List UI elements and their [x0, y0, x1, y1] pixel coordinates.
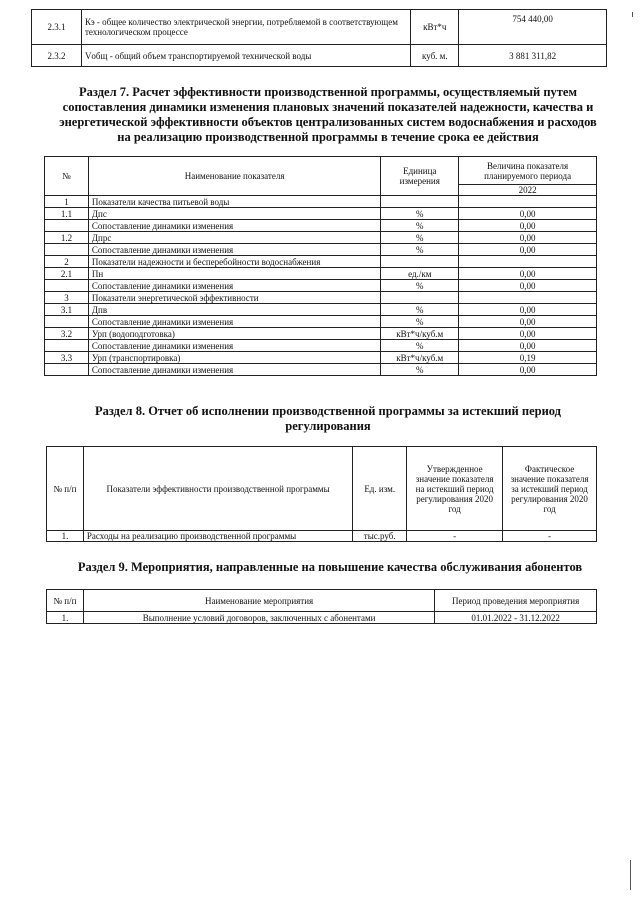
row-unit: % — [381, 304, 459, 316]
table-row — [45, 364, 597, 376]
row-name: Показатели качества питьевой воды — [88, 196, 380, 208]
header-num: № п/п — [47, 590, 84, 612]
header-unit: Единица измерения — [381, 157, 459, 196]
scan-mark — [632, 12, 633, 17]
row-unit: % — [381, 364, 459, 376]
row-unit — [381, 256, 459, 268]
row-unit: % — [381, 244, 459, 256]
row-unit — [381, 292, 459, 304]
table-row — [45, 316, 597, 328]
row-value: 0,00 — [459, 364, 597, 376]
table-row — [45, 256, 597, 268]
row-num: 3.3 — [45, 352, 89, 364]
row-period: 01.01.2022 - 31.12.2022 — [435, 612, 597, 624]
row-name: Дпс — [88, 208, 380, 220]
table-row — [45, 280, 597, 292]
row-name: Показатели энергетической эффективности — [88, 292, 380, 304]
table-row — [45, 292, 597, 304]
row-unit: кВт*ч/куб.м — [381, 328, 459, 340]
row-num — [45, 316, 89, 328]
scan-mark — [630, 860, 631, 890]
row-name: Урп (водоподготовка) — [88, 328, 380, 340]
row-name: Vобщ - общий объем транспортируемой технической воды — [81, 45, 410, 67]
section9-table — [46, 589, 597, 624]
section8-table — [46, 446, 597, 542]
header-name: Показатели эффективности производственной программы — [83, 447, 352, 531]
row-num: 3.2 — [45, 328, 89, 340]
table-row — [45, 220, 597, 232]
row-num: 3 — [45, 292, 89, 304]
table-row — [45, 304, 597, 316]
header-period: Период проведения мероприятия — [435, 590, 597, 612]
row-unit: % — [381, 280, 459, 292]
row-value: 0,00 — [459, 304, 597, 316]
row-unit: куб. м. — [411, 45, 459, 67]
table-row — [45, 352, 597, 364]
header-row — [45, 157, 597, 185]
row-value: 3 881 311,82 — [459, 45, 607, 67]
row-name: Сопоставление динамики изменения — [88, 280, 380, 292]
row-value: 0,19 — [459, 352, 597, 364]
header-name: Наименование показателя — [88, 157, 380, 196]
table-row — [32, 10, 607, 45]
header-value: Величина показателя планируемого периода — [459, 157, 597, 185]
row-value: 0,00 — [459, 316, 597, 328]
header-year: 2022 — [459, 185, 597, 196]
row-unit: кВт*ч — [411, 10, 459, 45]
row-name: Расходы на реализацию производственной программы — [83, 531, 352, 542]
row-value — [459, 196, 597, 208]
row-value — [459, 256, 597, 268]
row-value: 0,00 — [459, 244, 597, 256]
row-name: Дпв — [88, 304, 380, 316]
table-row — [45, 208, 597, 220]
table-row — [32, 45, 607, 67]
row-unit: % — [381, 340, 459, 352]
row-name: Дпрс — [88, 232, 380, 244]
table-row — [47, 612, 597, 624]
header-approved: Утвержденное значение показателя на истекший период регулирования 2020 год — [407, 447, 503, 531]
header-row — [47, 590, 597, 612]
row-value: 0,00 — [459, 268, 597, 280]
section7-table — [44, 156, 597, 376]
row-unit: % — [381, 220, 459, 232]
row-unit: % — [381, 208, 459, 220]
header-num: № п/п — [47, 447, 84, 531]
row-num — [45, 364, 89, 376]
row-num: 3.1 — [45, 304, 89, 316]
row-actual: - — [503, 531, 597, 542]
header-num: № — [45, 157, 89, 196]
row-num: 1 — [45, 196, 89, 208]
header-unit: Ед. изм. — [353, 447, 407, 531]
row-name: Урп (транспортировка) — [88, 352, 380, 364]
row-name: Сопоставление динамики изменения — [88, 220, 380, 232]
table-row — [45, 196, 597, 208]
row-num: 2.3.2 — [32, 45, 82, 67]
row-name: Пн — [88, 268, 380, 280]
table-row — [45, 328, 597, 340]
row-value: 0,00 — [459, 220, 597, 232]
section9-title: Раздел 9. Мероприятия, направленные на повышение качества обслуживания абонентов — [77, 560, 583, 574]
header-actual: Фактическое значение показателя за истекший период регулирования 2020 год — [503, 447, 597, 531]
table-row — [47, 531, 597, 542]
row-value: 0,00 — [459, 328, 597, 340]
row-unit: тыс.руб. — [353, 531, 407, 542]
row-num: 1.1 — [45, 208, 89, 220]
row-value: 0,00 — [459, 280, 597, 292]
row-value: 754 440,00 — [459, 10, 607, 45]
table-row — [45, 244, 597, 256]
row-num — [45, 220, 89, 232]
row-name: Выполнение условий договоров, заключенных с абонентами — [83, 612, 434, 624]
row-num: 2.1 — [45, 268, 89, 280]
header-row — [47, 447, 597, 531]
row-value: 0,00 — [459, 232, 597, 244]
row-value — [459, 292, 597, 304]
row-num — [45, 244, 89, 256]
row-name: Сопоставление динамики изменения — [88, 244, 380, 256]
row-num: 2 — [45, 256, 89, 268]
row-name: Показатели надежности и бесперебойности водоснабжения — [88, 256, 380, 268]
header-name: Наименование мероприятия — [83, 590, 434, 612]
row-num: 1. — [47, 531, 84, 542]
row-name: Кэ - общее количество электрической энергии, потребляемой в соответствующем технологическом процессе — [81, 10, 410, 45]
section8-title: Раздел 8. Отчет об исполнении производственной программы за истекший период регулирования — [95, 404, 561, 433]
row-num: 1. — [47, 612, 84, 624]
section7-body — [45, 196, 597, 376]
row-num: 1.2 — [45, 232, 89, 244]
row-unit: ед./км — [381, 268, 459, 280]
row-unit: % — [381, 232, 459, 244]
table-row — [45, 340, 597, 352]
row-unit — [381, 196, 459, 208]
row-num — [45, 280, 89, 292]
row-name: Сопоставление динамики изменения — [88, 340, 380, 352]
table-row — [45, 268, 597, 280]
row-unit: % — [381, 316, 459, 328]
section7-title: Раздел 7. Расчет эффективности производственной программы, осуществляемый путем сопоставления динамики изменения плановых значений показателей надежности, качества и энергетической эффективности объектов централизованных систем водоснабжения и расходов на реализацию производственной программы в течение срока ее действия — [59, 85, 597, 144]
row-unit: кВт*ч/куб.м — [381, 352, 459, 364]
row-approved: - — [407, 531, 503, 542]
row-value: 0,00 — [459, 340, 597, 352]
top-table — [31, 9, 607, 67]
table-row — [45, 232, 597, 244]
row-num — [45, 340, 89, 352]
row-name: Сопоставление динамики изменения — [88, 316, 380, 328]
row-num: 2.3.1 — [32, 10, 82, 45]
row-value: 0,00 — [459, 208, 597, 220]
row-name: Сопоставление динамики изменения — [88, 364, 380, 376]
